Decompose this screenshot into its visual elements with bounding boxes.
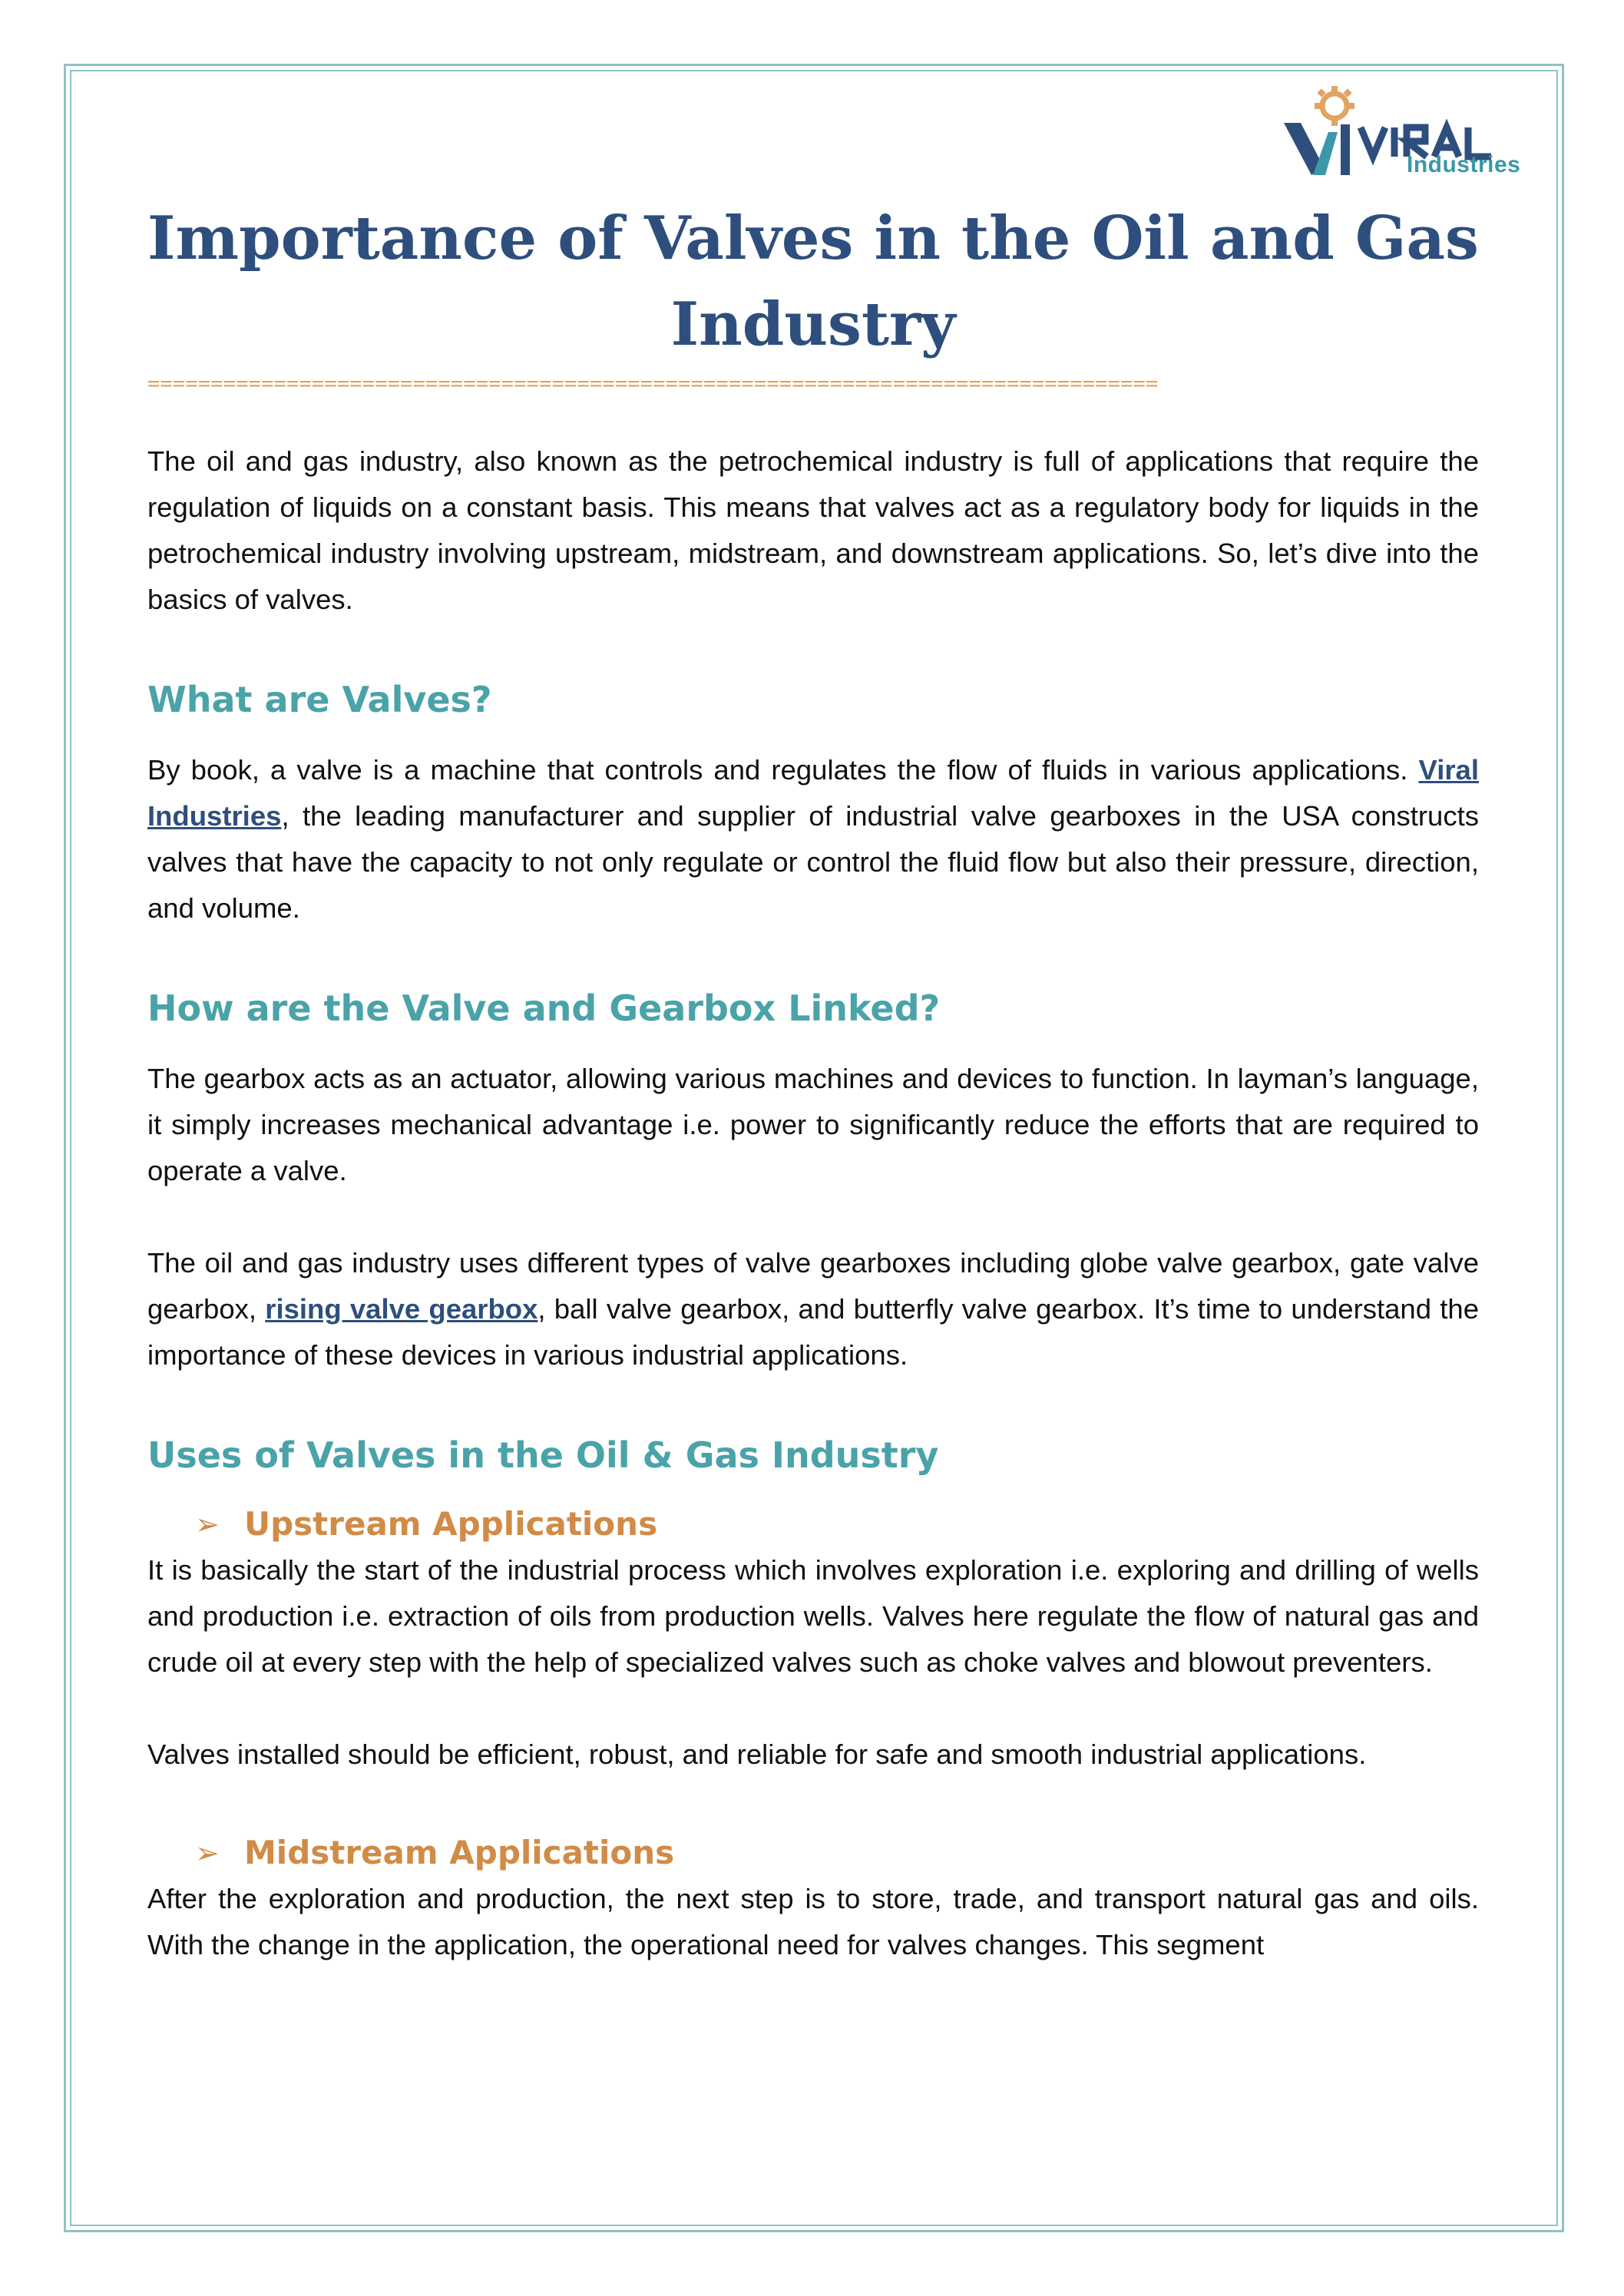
title-separator: ================================================================================ <box>147 372 1159 395</box>
upstream-reliability-paragraph: Valves installed should be efficient, robust, and reliable for safe and smooth industrial applications. <box>147 1739 1367 1770</box>
document-body <box>147 196 1479 1968</box>
what-are-valves-paragraph <box>147 747 1479 931</box>
heading-upstream-applications <box>147 1501 1479 1547</box>
arrow-bullet-icon: ➢ <box>195 1507 220 1541</box>
intro-paragraph: The oil and gas industry, also known as the petrochemical industry is full of applications that require the regulation of liquids on a constant basis. This means that valves act as a regulatory body for liquids in the petrochemical industry involving upstream, midstream, and downstream applications. So, let’s dive into the basics of valves. <box>147 445 1479 615</box>
upstream-paragraph: It is basically the start of the industrial process which involves exploration i.e. exploring and drilling of wells and production i.e. extraction of oils from production wells. Valves here regulate the flow of natural gas and crude oil at every step with the help of specialized valves such as choke valves and blowout preventers. <box>147 1554 1479 1678</box>
gearbox-types-text-after: , ball valve gearbox, and butterfly valve gearbox. It’s time to understand the importance of these devices in various industrial applications. <box>147 1293 1479 1371</box>
midstream-paragraph: After the exploration and production, the next step is to store, trade, and transport natural gas and oils. With the change in the application, the operational need for valves changes. This segment <box>147 1883 1479 1960</box>
gearbox-types-text-before: The oil and gas industry uses different types of valve gearboxes including globe valve gearbox, gate valve gearbox, <box>147 1247 1479 1325</box>
what-are-valves-text-after: , the leading manufacturer and supplier of industrial valve gearboxes in the USA constructs valves that have the capacity to not only regulate or control the fluid flow but also their pressure, direction, and volume. <box>147 800 1479 924</box>
upstream-heading-text: Upstream Applications <box>244 1505 658 1543</box>
what-are-valves-text-before: By book, a valve is a machine that controls and regulates the flow of fluids in various applications. <box>147 754 1408 786</box>
gearbox-actuator-paragraph: The gearbox acts as an actuator, allowing various machines and devices to function. In layman’s language, it simply increases mechanical advantage i.e. power to significantly reduce the efforts that are required to operate a valve. <box>147 1063 1479 1186</box>
heading-midstream-applications <box>147 1830 1479 1876</box>
logo-subtitle: Industries <box>1407 152 1521 177</box>
midstream-heading-text: Midstream Applications <box>244 1834 675 1871</box>
viral-industries-link[interactable]: Viral Industries <box>147 754 1479 832</box>
heading-valve-gearbox-linked: How are the Valve and Gearbox Linked? <box>147 988 941 1029</box>
gearbox-types-paragraph <box>147 1240 1479 1378</box>
logo-v-right <box>1313 132 1338 175</box>
heading-what-are-valves: What are Valves? <box>147 679 492 720</box>
rising-valve-gearbox-link[interactable]: rising valve gearbox <box>265 1293 538 1325</box>
page-title: Importance of Valves in the Oil and Gas Industry <box>147 203 1479 359</box>
logo-i-bar <box>1341 124 1350 175</box>
heading-uses-of-valves: Uses of Valves in the Oil & Gas Industry <box>147 1434 939 1476</box>
gear-icon <box>1315 86 1354 126</box>
arrow-bullet-icon: ➢ <box>195 1836 220 1870</box>
